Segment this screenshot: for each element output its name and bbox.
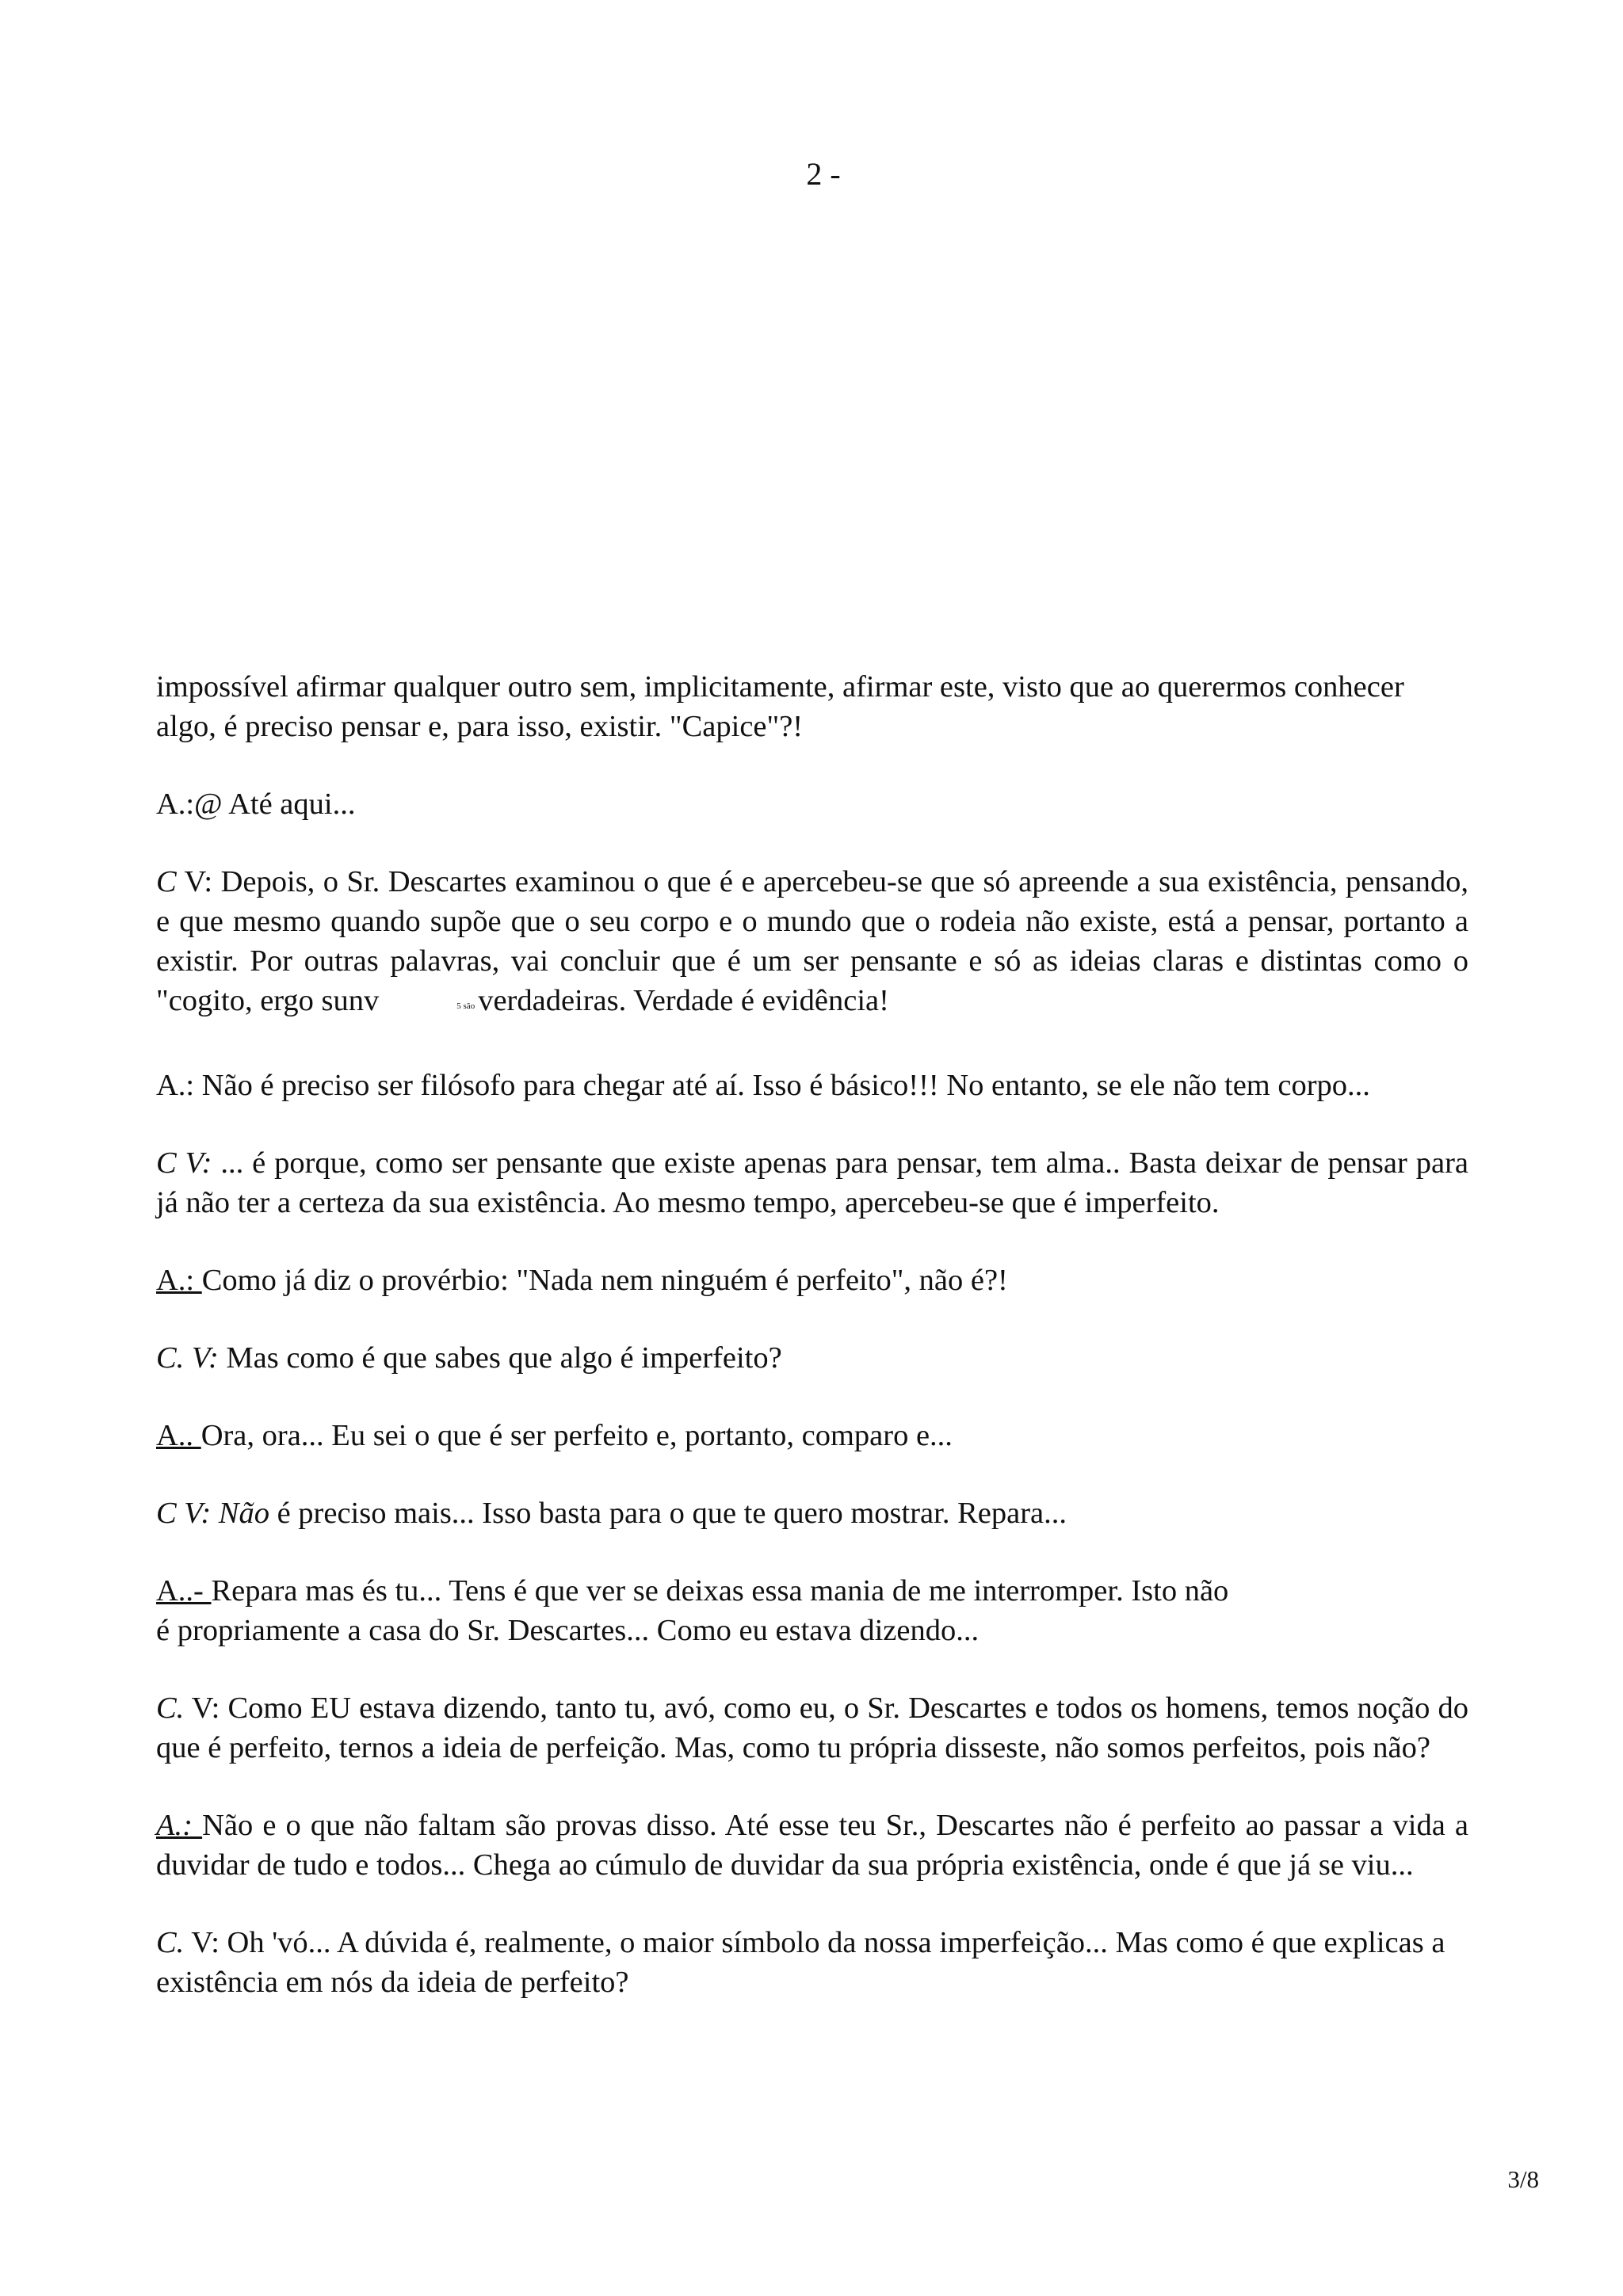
paragraph-text: ... é porque, como ser pensante que existe apenas para pensar, tem alma.. Basta deixar de pensar para já não ter a certeza da sua existência. Ao mesmo tempo, apercebeu-se que é imperfeito. [156, 1146, 1468, 1219]
page-number: 3/8 [1507, 2165, 1539, 2193]
speaker-label-rest: V: [176, 865, 213, 898]
paragraph-text: Não e o que não faltam são provas disso. Até esse teu Sr., Descartes não é perfeito ao passar a vida a duvidar de tudo e todos... Chega ao cúmulo de duvidar da sua própria existência, onde é que já se viu... [156, 1809, 1469, 1882]
speaker-label-rest: V: [184, 1926, 220, 1959]
footnote-mark: 5 são [456, 1001, 475, 1011]
paragraph-text: Oh 'vó... A dúvida é, realmente, o maior símbolo da nossa imperfeição... Mas como é que explicas a existência em nós da ideia de perfeito? [156, 1926, 1445, 1999]
paragraph-5 [156, 1143, 1468, 1222]
paragraph-text: impossível afirmar qualquer outro sem, implicitamente, afirmar este, visto que ao querermos conhecer algo, é preciso pensar e, para isso, existir. "Capice"?! [156, 670, 1404, 743]
paragraph-2 [156, 784, 1468, 824]
paragraph-9 [156, 1493, 1468, 1533]
paragraph-1 [156, 667, 1468, 746]
document-body [156, 667, 1468, 2040]
paragraph-text: Ora, ora... Eu sei o que é ser perfeito e, portanto, comparo e... [200, 1419, 953, 1452]
paragraph-text-line2: é propriamente a casa do Sr. Descartes... Como eu estava dizendo... [156, 1614, 980, 1647]
speaker-label-rest: V: [184, 1691, 220, 1725]
speaker-label: A.: [156, 1264, 202, 1297]
paragraph-text: Não é preciso ser filósofo para chegar até aí. Isso é básico!!! No entanto, se ele não tem corpo... [194, 1069, 1370, 1102]
page-header: 2 - [806, 156, 841, 192]
speaker-label: C [156, 865, 177, 898]
speaker-label: A.. [156, 1419, 201, 1452]
paragraph-text: Mas como é que sabes que algo é imperfeito? [218, 1341, 782, 1375]
speaker-label: A.:@ [156, 788, 223, 821]
paragraph-8 [156, 1416, 1468, 1455]
paragraph-text: Como já diz o provérbio: "Nada nem ninguém é perfeito", não é?! [201, 1264, 1008, 1297]
paragraph-4 [156, 1066, 1468, 1105]
paragraph-13 [156, 1923, 1468, 2002]
speaker-label: C. V: [156, 1341, 219, 1375]
paragraph-7 [156, 1338, 1468, 1378]
speaker-label: A.: [156, 1809, 203, 1842]
paragraph-text-end: verdadeiras. Verdade é evidência! [478, 984, 889, 1017]
speaker-label: A..- [156, 1574, 212, 1608]
paragraph-6 [156, 1261, 1468, 1300]
paragraph-3 [156, 862, 1468, 1028]
paragraph-text: Repara mas és tu... Tens é que ver se deixas essa mania de me interromper. Isto não [211, 1574, 1229, 1608]
speaker-label: C V: Não [156, 1497, 269, 1530]
paragraph-text: Como EU estava dizendo, tanto tu, avó, como eu, o Sr. Descartes e todos os homens, temos noção do que é perfeito, ternos a ideia de perfeição. Mas, como tu própria disseste, não somos perfeitos, pois não? [156, 1691, 1468, 1764]
paragraph-text: é preciso mais... Isso basta para o que te quero mostrar. Repara... [269, 1497, 1067, 1530]
paragraph-text: Até aqui... [222, 788, 356, 821]
paragraph-10 [156, 1571, 1468, 1650]
paragraph-11 [156, 1688, 1468, 1768]
paragraph-12 [156, 1806, 1468, 1885]
paragraph-text: Depois, o Sr. Descartes examinou o que é e apercebeu-se que só apreende a sua existência, pensando, e que mesmo quando supõe que o seu corpo e o mundo que o rodeia não existe, está a pensar, portanto a existir. Por outras palavras, vai concluir que é um ser pensante e só as ideias claras e distintas como o "cogito, ergo sunv [156, 865, 1469, 1017]
speaker-label: C. [156, 1926, 185, 1959]
speaker-label: C. [156, 1691, 185, 1725]
speaker-label: A.: [156, 1069, 195, 1102]
speaker-label: C V: [156, 1146, 212, 1180]
